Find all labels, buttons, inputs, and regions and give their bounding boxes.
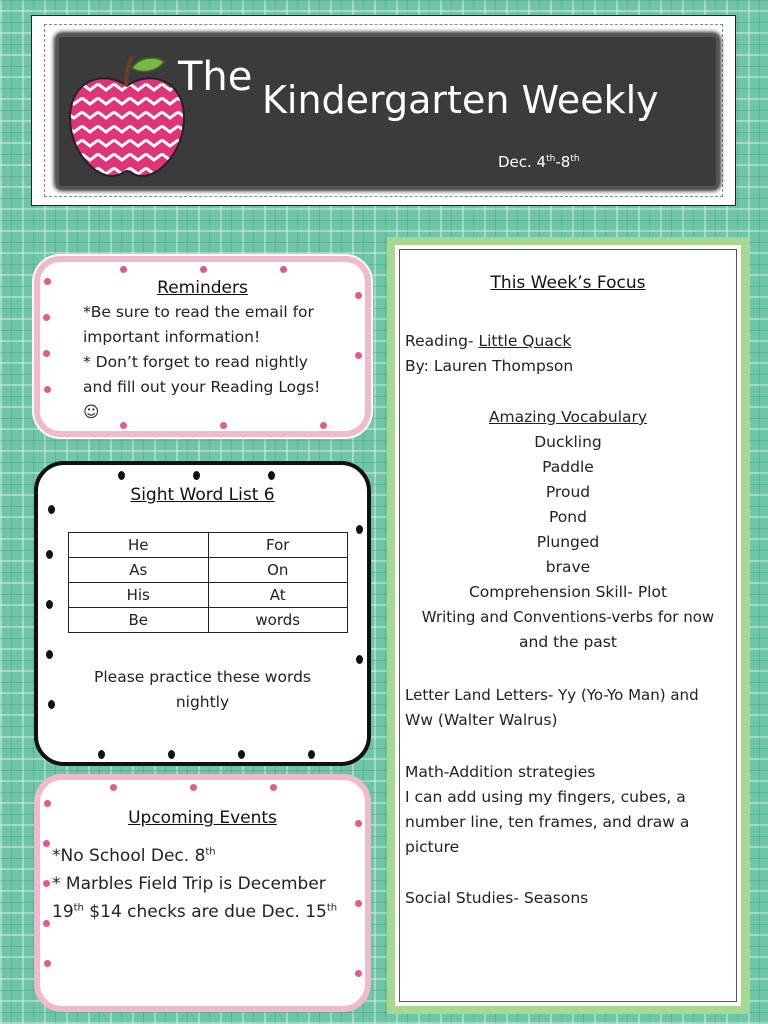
reading-author: By: Lauren Thompson	[405, 357, 574, 375]
decor-dot	[238, 750, 245, 759]
decor-dot	[43, 350, 50, 357]
reminders-box	[34, 256, 371, 437]
decor-dot	[48, 505, 55, 514]
vocab-word: brave	[545, 558, 591, 576]
sight-word: Be	[69, 608, 209, 633]
vocab-word: Plunged	[536, 533, 600, 551]
vocab-word: Duckling	[534, 433, 602, 451]
decor-dot	[120, 266, 127, 273]
sight-word: At	[208, 583, 348, 608]
event-line: *No School Dec. 8th	[52, 846, 216, 866]
decor-dot	[48, 700, 55, 709]
sight-word: He	[69, 533, 209, 558]
table-row	[69, 608, 348, 633]
decor-dot	[110, 784, 117, 791]
decor-dot	[43, 880, 50, 887]
reading-line: Reading- Little Quack	[405, 332, 572, 350]
upcoming-events-box	[34, 774, 371, 1012]
reading-section	[405, 329, 735, 379]
vocab-word: Proud	[545, 483, 591, 501]
decor-dot	[200, 266, 207, 273]
table-row	[69, 558, 348, 583]
decor-dot	[355, 970, 362, 977]
decor-dot	[356, 655, 363, 664]
sight-word: His	[69, 583, 209, 608]
focus-title: This Week’s Focus	[490, 273, 646, 293]
reminder-line: * Don’t forget to read nightly	[83, 353, 308, 371]
decor-dot	[43, 920, 50, 927]
event-line: 19th $14 checks are due Dec. 15th	[52, 902, 338, 922]
comprehension-skill: Comprehension Skill- Plot	[468, 583, 668, 601]
sight-word-title: Sight Word List 6	[130, 485, 275, 505]
decor-dot	[44, 386, 51, 393]
reminder-line: important information!	[83, 328, 261, 346]
writing-line: Writing and Conventions-verbs for now	[421, 608, 715, 626]
week-dates: Dec. 4th-8th	[498, 153, 580, 171]
social-studies: Social Studies- Seasons	[405, 889, 589, 907]
sight-word: As	[69, 558, 209, 583]
practice-note: Please practice these words nightly	[94, 668, 311, 711]
decor-dot	[118, 471, 125, 480]
smiley-icon: ☺	[83, 403, 100, 421]
table-row	[69, 533, 348, 558]
decor-dot	[356, 525, 363, 534]
sight-word: For	[208, 533, 348, 558]
reminder-line: and fill out your Reading Logs!	[83, 378, 321, 396]
decor-dot	[46, 600, 53, 609]
vocab-word: Paddle	[542, 458, 594, 476]
decor-dot	[190, 784, 197, 791]
decor-dot	[98, 750, 105, 759]
decor-dot	[270, 784, 277, 791]
decor-dot	[220, 422, 227, 429]
vocab-word: Pond	[549, 508, 587, 526]
writing-line: and the past	[519, 633, 617, 651]
reminder-line: *Be sure to read the email for	[83, 303, 314, 321]
letters-section: Letter Land Letters- Yy (Yo-Yo Man) and Ww (Walter Walrus)	[405, 686, 699, 729]
book-title: Little Quack	[478, 332, 572, 350]
decor-dot	[268, 471, 275, 480]
decor-dot	[44, 960, 51, 967]
vocabulary-section	[399, 405, 737, 655]
decor-dot	[355, 900, 362, 907]
decor-dot	[43, 314, 50, 321]
decor-dot	[46, 650, 53, 659]
decor-dot	[308, 750, 315, 759]
math-section: Math-Addition strategies I can add using my fingers, cubes, a number line, ten frames, and draw a picture	[405, 763, 690, 856]
weekly-focus-box	[387, 237, 749, 1014]
decor-dot	[46, 550, 53, 559]
reminders-text	[83, 300, 320, 425]
page-title: Kindergarten Weekly	[262, 78, 659, 122]
sight-word: On	[208, 558, 348, 583]
vocabulary-title: Amazing Vocabulary	[488, 408, 648, 426]
decor-dot	[355, 292, 362, 299]
table-row	[69, 583, 348, 608]
decor-dot	[120, 422, 127, 429]
decor-dot	[44, 278, 51, 285]
decor-dot	[320, 422, 327, 429]
decor-dot	[280, 266, 287, 273]
decor-dot	[355, 352, 362, 359]
decor-dot	[44, 800, 51, 807]
decor-dot	[43, 840, 50, 847]
sight-word: words	[208, 608, 348, 633]
header-frame	[31, 15, 736, 206]
reminders-title: Reminders	[157, 278, 248, 298]
decor-dot	[193, 471, 200, 480]
event-line: * Marbles Field Trip is December	[52, 874, 326, 894]
decor-dot	[168, 750, 175, 759]
upcoming-events-title: Upcoming Events	[128, 808, 277, 828]
title-the: The	[178, 54, 253, 100]
sight-word-table	[68, 532, 348, 633]
sight-word-box	[34, 461, 371, 766]
decor-dot	[355, 820, 362, 827]
events-text	[52, 842, 337, 926]
apple-icon	[66, 52, 188, 182]
